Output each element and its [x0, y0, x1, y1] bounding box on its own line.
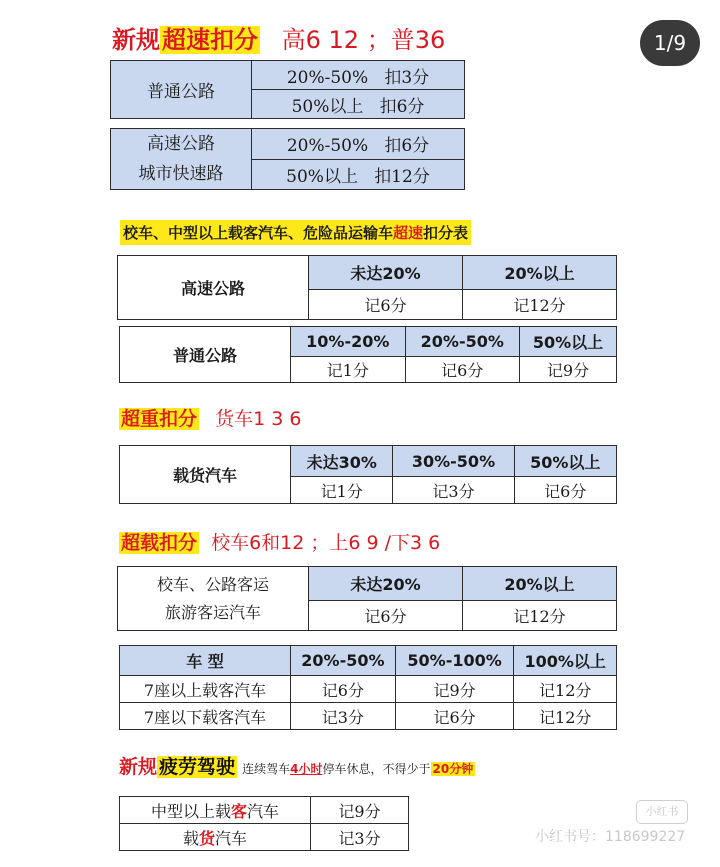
road-type: 高速公路	[118, 256, 309, 320]
header-cell: 10%-20%	[291, 327, 406, 357]
overweight-heading	[119, 404, 301, 431]
vehicle-type: 中型以上载客汽车	[120, 797, 311, 824]
header-cell: 车 型	[120, 646, 291, 676]
road-type: 高速公路 城市快速路	[111, 129, 252, 190]
table-row	[120, 703, 617, 730]
school-bus-ordinary-road-table	[119, 326, 617, 383]
cell: 记6分	[395, 703, 514, 730]
cell: 20%-50% 扣3分	[252, 61, 465, 90]
cell: 记12分	[463, 290, 617, 320]
cell: 7座以上载客汽车	[120, 676, 291, 703]
header-cell: 50%以上	[520, 327, 617, 357]
cell: 记6分	[309, 601, 463, 631]
cell: 50%以上 扣12分	[252, 159, 465, 190]
road-type: 普通公路	[111, 61, 252, 119]
speeding-heading	[112, 20, 445, 55]
cell: 记3分	[393, 477, 514, 504]
header-cell: 20%以上	[463, 256, 617, 290]
overweight-summary: 货车1 3 6	[215, 408, 302, 430]
speeding-summary: 高6 12 ；普36	[281, 26, 446, 54]
new-rule-label: 新规	[119, 756, 158, 778]
highway-table	[110, 128, 465, 190]
cell: 记12分	[463, 601, 617, 631]
cell: 记6分	[514, 477, 617, 504]
cell: 记6分	[405, 357, 520, 383]
header-cell: 20%-50%	[405, 327, 520, 357]
header-cell: 未达20%	[309, 567, 463, 601]
cell: 记9分	[311, 797, 409, 824]
cell: 记1分	[291, 357, 406, 383]
watermark-logo: 小红书	[636, 800, 688, 824]
speeding-highlight: 超速扣分	[162, 26, 258, 54]
passenger-overload-table	[117, 566, 617, 631]
page-indicator: 1/9	[640, 20, 700, 66]
vehicle-type: 校车、公路客运 旅游客运汽车	[118, 567, 309, 631]
overload-highlight: 超载扣分	[121, 532, 198, 554]
cell: 记1分	[291, 477, 393, 504]
cell: 7座以下载客汽车	[120, 703, 291, 730]
header-cell: 20%以上	[463, 567, 617, 601]
cell: 记3分	[311, 824, 409, 851]
cell: 记3分	[291, 703, 396, 730]
fatigue-heading	[119, 752, 475, 779]
table-row	[120, 676, 617, 703]
watermark-id: 小红书号：118699227	[535, 829, 686, 845]
cell: 记6分	[309, 290, 463, 320]
table-row	[120, 824, 409, 851]
vehicle-type: 载货汽车	[120, 824, 311, 851]
overload-summary: 校车6和12 ；上6 9 /下3 6	[211, 532, 441, 554]
overweight-highlight: 超重扣分	[121, 408, 198, 430]
header-cell: 20%-50%	[291, 646, 396, 676]
overload-heading	[119, 528, 440, 555]
header-cell: 未达20%	[309, 256, 463, 290]
cell: 20%-50% 扣6分	[252, 129, 465, 160]
new-rule-label: 新规	[112, 26, 160, 54]
table-row	[120, 797, 409, 824]
truck-overweight-table	[119, 445, 617, 504]
school-bus-speeding-heading: 校车、中型以上载客汽车、危险品运输车超速扣分表	[120, 220, 471, 245]
road-type: 普通公路	[120, 327, 291, 383]
header-cell: 50%以上	[514, 446, 617, 477]
fatigue-table	[119, 796, 409, 851]
header-cell: 未达30%	[291, 446, 393, 477]
cell: 记9分	[395, 676, 514, 703]
cell: 记12分	[514, 703, 617, 730]
vehicle-type: 载货汽车	[120, 446, 291, 504]
cell: 记9分	[520, 357, 617, 383]
fatigue-highlight: 疲劳驾驶	[159, 756, 236, 778]
seat-overload-table	[119, 645, 617, 730]
ordinary-road-table	[110, 60, 465, 119]
cell: 记12分	[514, 676, 617, 703]
header-cell: 50%-100%	[395, 646, 514, 676]
cell: 记6分	[291, 676, 396, 703]
fatigue-description: 连续驾车4小时停车休息，不得少于 20分钟	[242, 762, 474, 776]
school-bus-highway-table	[117, 255, 617, 320]
cell: 50%以上 扣6分	[252, 90, 465, 119]
header-cell: 100%以上	[514, 646, 617, 676]
header-cell: 30%-50%	[393, 446, 514, 477]
